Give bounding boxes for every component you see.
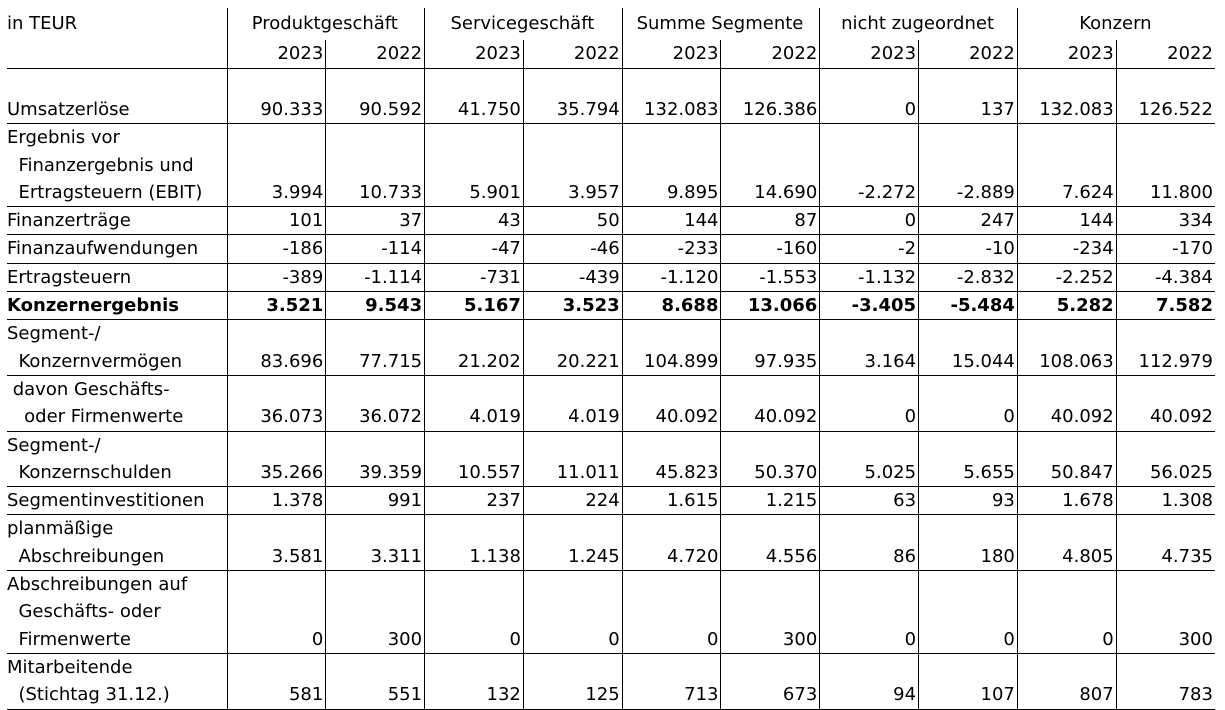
table-row <box>7 487 1215 515</box>
table-row <box>7 263 1215 291</box>
value-cell: 0 <box>622 571 721 654</box>
value-cell: -389 <box>227 263 326 291</box>
value-cell: 93 <box>919 487 1018 515</box>
row-label: Finanzerträge <box>7 207 227 235</box>
value-cell: 1.678 <box>1017 487 1116 515</box>
value-cell: 3.311 <box>326 515 425 571</box>
value-cell: 4.556 <box>721 515 820 571</box>
value-cell: 101 <box>227 207 326 235</box>
value-cell: -1.114 <box>326 263 425 291</box>
value-cell: 5.167 <box>425 292 524 320</box>
value-cell: 3.521 <box>227 292 326 320</box>
value-cell: 0 <box>919 571 1018 654</box>
value-cell: -2.889 <box>919 124 1018 207</box>
value-cell: 3.994 <box>227 124 326 207</box>
value-cell: 673 <box>721 653 820 709</box>
value-cell: 224 <box>523 487 622 515</box>
value-cell: 10.557 <box>425 431 524 487</box>
value-cell: 0 <box>919 375 1018 431</box>
value-cell: 9.895 <box>622 124 721 207</box>
value-cell: 0 <box>1017 571 1116 654</box>
value-cell: 11.011 <box>523 431 622 487</box>
table-row <box>7 124 1215 207</box>
group-header-summe-segmente: Summe Segmente <box>622 8 820 40</box>
row-label: Ertragsteuern <box>7 263 227 291</box>
value-cell: 45.823 <box>622 431 721 487</box>
table-row <box>7 515 1215 571</box>
segment-report-table <box>7 8 1215 710</box>
value-cell: 5.282 <box>1017 292 1116 320</box>
value-cell: 56.025 <box>1116 431 1215 487</box>
value-cell: 7.582 <box>1116 292 1215 320</box>
year-header: 2022 <box>919 40 1018 69</box>
table-row <box>7 207 1215 235</box>
value-cell: 4.019 <box>523 375 622 431</box>
value-cell: 0 <box>820 375 919 431</box>
value-cell: 300 <box>326 571 425 654</box>
value-cell: 14.690 <box>721 124 820 207</box>
value-cell: 90.592 <box>326 69 425 124</box>
value-cell: 125 <box>523 653 622 709</box>
value-cell: 4.805 <box>1017 515 1116 571</box>
group-header-servicegeschaeft: Servicegeschäft <box>425 8 623 40</box>
value-cell: -5.484 <box>919 292 1018 320</box>
value-cell: 783 <box>1116 653 1215 709</box>
value-cell: 0 <box>227 571 326 654</box>
value-cell: 3.957 <box>523 124 622 207</box>
value-cell: 104.899 <box>622 320 721 376</box>
value-cell: 86 <box>820 515 919 571</box>
value-cell: 40.092 <box>721 375 820 431</box>
unit-label: in TEUR <box>7 13 78 34</box>
value-cell: 37 <box>326 207 425 235</box>
value-cell: -10 <box>919 235 1018 263</box>
value-cell: 36.072 <box>326 375 425 431</box>
table-row <box>7 375 1215 431</box>
value-cell: -234 <box>1017 235 1116 263</box>
row-label: Segment-/ Konzernschulden <box>7 431 227 487</box>
value-cell: 8.688 <box>622 292 721 320</box>
value-cell: 20.221 <box>523 320 622 376</box>
value-cell: 50.370 <box>721 431 820 487</box>
value-cell: 0 <box>820 69 919 124</box>
value-cell: 83.696 <box>227 320 326 376</box>
value-cell: -233 <box>622 235 721 263</box>
value-cell: 40.092 <box>1116 375 1215 431</box>
value-cell: 0 <box>820 207 919 235</box>
value-cell: 35.266 <box>227 431 326 487</box>
year-header: 2023 <box>820 40 919 69</box>
value-cell: 237 <box>425 487 524 515</box>
value-cell: 63 <box>820 487 919 515</box>
value-cell: 713 <box>622 653 721 709</box>
value-cell: 50.847 <box>1017 431 1116 487</box>
value-cell: 132.083 <box>622 69 721 124</box>
header-year-row <box>7 40 1215 69</box>
value-cell: 991 <box>326 487 425 515</box>
value-cell: 551 <box>326 653 425 709</box>
row-label: davon Geschäfts- oder Firmenwerte <box>7 375 227 431</box>
header-group-row <box>7 8 1215 40</box>
value-cell: 87 <box>721 207 820 235</box>
value-cell: 15.044 <box>919 320 1018 376</box>
value-cell: 11.800 <box>1116 124 1215 207</box>
value-cell: 5.655 <box>919 431 1018 487</box>
value-cell: -1.120 <box>622 263 721 291</box>
year-header: 2022 <box>523 40 622 69</box>
value-cell: 97.935 <box>721 320 820 376</box>
value-cell: 581 <box>227 653 326 709</box>
value-cell: 300 <box>721 571 820 654</box>
year-header: 2023 <box>227 40 326 69</box>
row-label: Mitarbeitende (Stichtag 31.12.) <box>7 653 227 709</box>
group-header-nicht-zugeordnet: nicht zugeordnet <box>820 8 1018 40</box>
value-cell: 13.066 <box>721 292 820 320</box>
value-cell: 300 <box>1116 571 1215 654</box>
value-cell: 4.720 <box>622 515 721 571</box>
value-cell: 144 <box>622 207 721 235</box>
year-header: 2023 <box>425 40 524 69</box>
value-cell: -2 <box>820 235 919 263</box>
row-label: Segmentinvestitionen <box>7 487 227 515</box>
row-label: planmäßige Abschreibungen <box>7 515 227 571</box>
value-cell: 41.750 <box>425 69 524 124</box>
value-cell: -731 <box>425 263 524 291</box>
table-row <box>7 320 1215 376</box>
value-cell: 112.979 <box>1116 320 1215 376</box>
value-cell: -2.252 <box>1017 263 1116 291</box>
value-cell: 180 <box>919 515 1018 571</box>
row-label: Segment-/ Konzernvermögen <box>7 320 227 376</box>
year-header: 2022 <box>721 40 820 69</box>
value-cell: -46 <box>523 235 622 263</box>
value-cell: -4.384 <box>1116 263 1215 291</box>
value-cell: 10.733 <box>326 124 425 207</box>
value-cell: 5.025 <box>820 431 919 487</box>
value-cell: 39.359 <box>326 431 425 487</box>
value-cell: 1.138 <box>425 515 524 571</box>
row-label: Ergebnis vor Finanzergebnis und Ertragsteuern (EBIT) <box>7 124 227 207</box>
value-cell: 132.083 <box>1017 69 1116 124</box>
value-cell: 0 <box>820 571 919 654</box>
value-cell: 3.581 <box>227 515 326 571</box>
value-cell: 36.073 <box>227 375 326 431</box>
value-cell: 126.522 <box>1116 69 1215 124</box>
value-cell: 107 <box>919 653 1018 709</box>
table-row <box>7 69 1215 124</box>
value-cell: 4.735 <box>1116 515 1215 571</box>
table-row <box>7 235 1215 263</box>
value-cell: -439 <box>523 263 622 291</box>
value-cell: -1.553 <box>721 263 820 291</box>
value-cell: -3.405 <box>820 292 919 320</box>
value-cell: -2.272 <box>820 124 919 207</box>
value-cell: 144 <box>1017 207 1116 235</box>
value-cell: 43 <box>425 207 524 235</box>
value-cell: 7.624 <box>1017 124 1116 207</box>
value-cell: 94 <box>820 653 919 709</box>
table-row <box>7 653 1215 709</box>
value-cell: 3.164 <box>820 320 919 376</box>
group-header-produktgeschaeft: Produktgeschäft <box>227 8 425 40</box>
value-cell: 50 <box>523 207 622 235</box>
value-cell: 3.523 <box>523 292 622 320</box>
value-cell: 132 <box>425 653 524 709</box>
value-cell: 35.794 <box>523 69 622 124</box>
row-label: Konzernergebnis <box>7 292 227 320</box>
value-cell: 807 <box>1017 653 1116 709</box>
value-cell: 1.245 <box>523 515 622 571</box>
value-cell: 1.378 <box>227 487 326 515</box>
value-cell: 1.308 <box>1116 487 1215 515</box>
value-cell: -47 <box>425 235 524 263</box>
row-label: Finanzaufwendungen <box>7 235 227 263</box>
value-cell: 0 <box>425 571 524 654</box>
value-cell: 137 <box>919 69 1018 124</box>
row-label: Abschreibungen auf Geschäfts- oder Firmenwerte <box>7 571 227 654</box>
table-row <box>7 431 1215 487</box>
value-cell: -114 <box>326 235 425 263</box>
value-cell: -1.132 <box>820 263 919 291</box>
value-cell: 21.202 <box>425 320 524 376</box>
value-cell: -2.832 <box>919 263 1018 291</box>
value-cell: -170 <box>1116 235 1215 263</box>
table-row <box>7 292 1215 320</box>
value-cell: 1.615 <box>622 487 721 515</box>
header-spacer <box>7 40 227 69</box>
value-cell: 9.543 <box>326 292 425 320</box>
value-cell: 126.386 <box>721 69 820 124</box>
value-cell: 247 <box>919 207 1018 235</box>
year-header: 2022 <box>326 40 425 69</box>
table-row <box>7 571 1215 654</box>
year-header: 2023 <box>1017 40 1116 69</box>
value-cell: -160 <box>721 235 820 263</box>
value-cell: -186 <box>227 235 326 263</box>
value-cell: 334 <box>1116 207 1215 235</box>
value-cell: 5.901 <box>425 124 524 207</box>
group-header-konzern: Konzern <box>1017 8 1215 40</box>
value-cell: 0 <box>523 571 622 654</box>
year-header: 2023 <box>622 40 721 69</box>
table-body <box>7 69 1215 710</box>
value-cell: 1.215 <box>721 487 820 515</box>
value-cell: 77.715 <box>326 320 425 376</box>
year-header: 2022 <box>1116 40 1215 69</box>
value-cell: 40.092 <box>622 375 721 431</box>
value-cell: 90.333 <box>227 69 326 124</box>
row-label: Umsatzerlöse <box>7 69 227 124</box>
value-cell: 4.019 <box>425 375 524 431</box>
value-cell: 40.092 <box>1017 375 1116 431</box>
value-cell: 108.063 <box>1017 320 1116 376</box>
